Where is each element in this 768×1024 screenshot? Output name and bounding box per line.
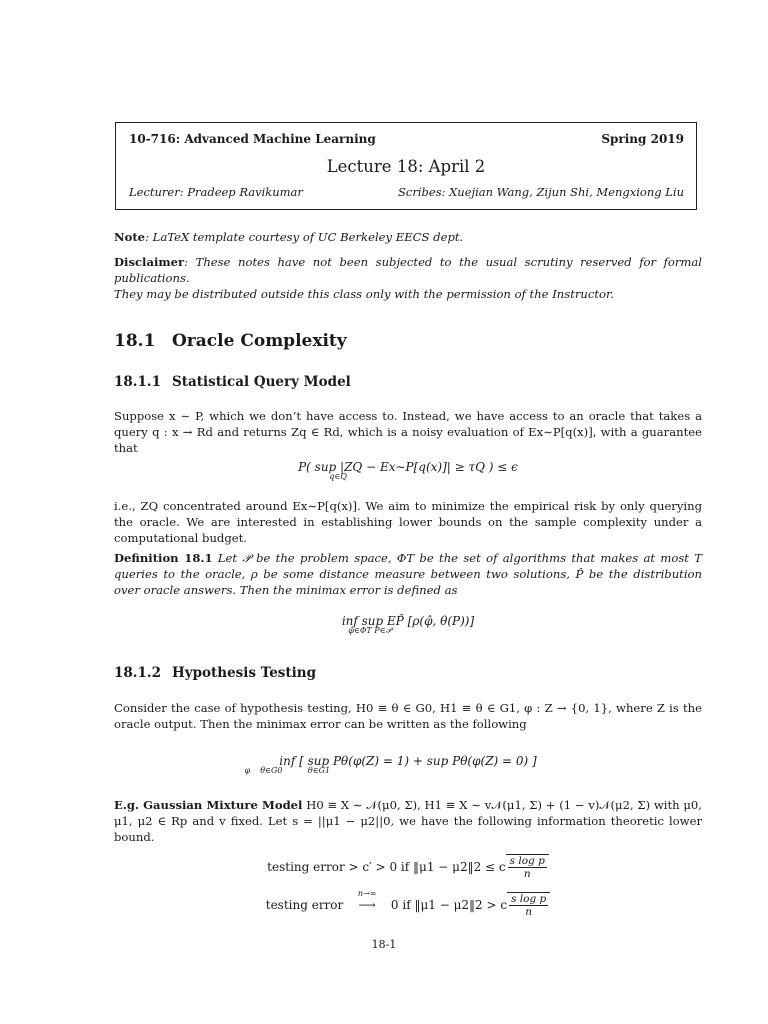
equation-minimax — [114, 614, 702, 635]
section-heading — [114, 331, 347, 351]
header-box — [115, 122, 697, 210]
eq-ht-under: φ θ∈G0 θ∈G1 — [244, 766, 331, 775]
definition-text: Let 𝒫 be the problem space, ΦT be the set of algorithms that makes at most T queries to the oracle, ρ be some distance measure between two solutions, P̂ be the distribution over oracle answers. Then the minimax error is defined as — [114, 551, 702, 597]
eq-minimax-under: φ̂∈ΦT P∈𝒫 — [348, 626, 392, 635]
subsection-heading-1 — [114, 374, 351, 390]
example-paragraph — [114, 797, 702, 845]
bound2-sqrt — [507, 892, 550, 918]
eq-minimax-text: inf sup EP̂ [ρ(φ̂, θ(P))] — [341, 614, 475, 628]
subsection-title-2: Hypothesis Testing — [172, 665, 317, 681]
disclaimer-label: Disclaimer — [114, 255, 185, 269]
disclaimer-line2: They may be distributed outside this class only with the permission of the Instructor. — [114, 287, 614, 301]
definition-label: Definition 18.1 — [114, 551, 213, 565]
eq1-text: P( sup |ZQ − Ex∼P[q(x)]| ≥ τQ ) ≤ ϵ — [298, 460, 518, 474]
course-title: 10-716: Advanced Machine Learning — [129, 132, 376, 146]
example-text: H0 ≡ X ∼ 𝒩(μ0, Σ), H1 ≡ X ∼ v𝒩(μ1, Σ) + (1 − v)𝒩(μ2, Σ) with μ0, μ1, μ2 ∈ Rp and v fixed. Let s = ||μ1 − μ2||0, we have the following information theoretic lower bound. — [114, 798, 702, 844]
sq-paragraph-1: Suppose x ∼ P, which we don’t have access to. Instead, we have access to an oracle that takes a query q : x → Rd and returns Zq ∈ Rd, which is a noisy evaluation of Ex∼P[q(x)], with a guarantee that — [114, 409, 702, 455]
bound2-fraction — [509, 893, 548, 918]
page-number: 18-1 — [371, 938, 397, 951]
definition-paragraph — [114, 550, 702, 598]
bound1-numerator: s log p — [509, 855, 545, 867]
subsection-number-1: 18.1.1 — [114, 374, 161, 390]
bound2-numerator: s log p — [511, 893, 547, 905]
term: Spring 2019 — [601, 132, 684, 146]
bound-2 — [114, 889, 702, 918]
bound2-right: 0 if ‖μ1 − μ2‖2 > c — [390, 898, 508, 912]
note-label: Note — [114, 230, 146, 244]
ht-paragraph: Consider the case of hypothesis testing, H0 ≡ θ ∈ G0, H1 ≡ θ ∈ G1, φ : Z → {0, 1}, where Z is the oracle output. Then the minimax error can be written as the following — [114, 701, 702, 731]
note-text: : LaTeX template courtesy of UC Berkeley EECS dept. — [145, 230, 464, 244]
limit-arrow: n→∞ ⟶ — [347, 898, 387, 912]
bound1-fraction — [508, 855, 547, 880]
note-paragraph — [114, 229, 702, 245]
subsection-heading-2 — [114, 665, 316, 681]
limit-arrow-label: n→∞ — [357, 889, 377, 898]
bound2-denominator: n — [525, 906, 533, 918]
subsection-title-1: Statistical Query Model — [172, 374, 351, 390]
eq-ht-text: inf [ sup Pθ(φ(Z) = 1) + sup Pθ(φ(Z) = 0) ] — [279, 754, 537, 768]
section-title: Oracle Complexity — [172, 331, 347, 351]
eq1-under: q∈Q — [329, 472, 347, 481]
disclaimer-line1: : These notes have not been subjected to the usual scrutiny reserved for formal publications. — [114, 255, 702, 285]
bound1-sqrt — [506, 854, 549, 880]
bound-1 — [114, 854, 702, 880]
lecturer: Lecturer: Pradeep Ravikumar — [129, 185, 303, 199]
equation-sq-guarantee — [114, 460, 702, 481]
bound1-denominator: n — [523, 868, 531, 880]
lecture-title: Lecture 18: April 2 — [326, 157, 486, 176]
bound2-left: testing error — [265, 898, 344, 912]
sq-paragraph-2: i.e., ZQ concentrated around Ex∼P[q(x)]. We aim to minimize the empirical risk by only querying the oracle. We are interested in establishing lower bounds on the sample complexity under a computational budget. — [114, 499, 702, 545]
disclaimer-paragraph — [114, 254, 702, 302]
section-number: 18.1 — [114, 331, 156, 351]
subsection-number-2: 18.1.2 — [114, 665, 161, 681]
example-label: E.g. Gaussian Mixture Model — [114, 798, 303, 812]
equation-hypothesis-minimax — [114, 754, 702, 775]
bound1-left: testing error > c′ > 0 if ‖μ1 − μ2‖2 ≤ c — [267, 860, 506, 874]
scribes: Scribes: Xuejian Wang, Zijun Shi, Mengxiong Liu — [398, 185, 684, 199]
